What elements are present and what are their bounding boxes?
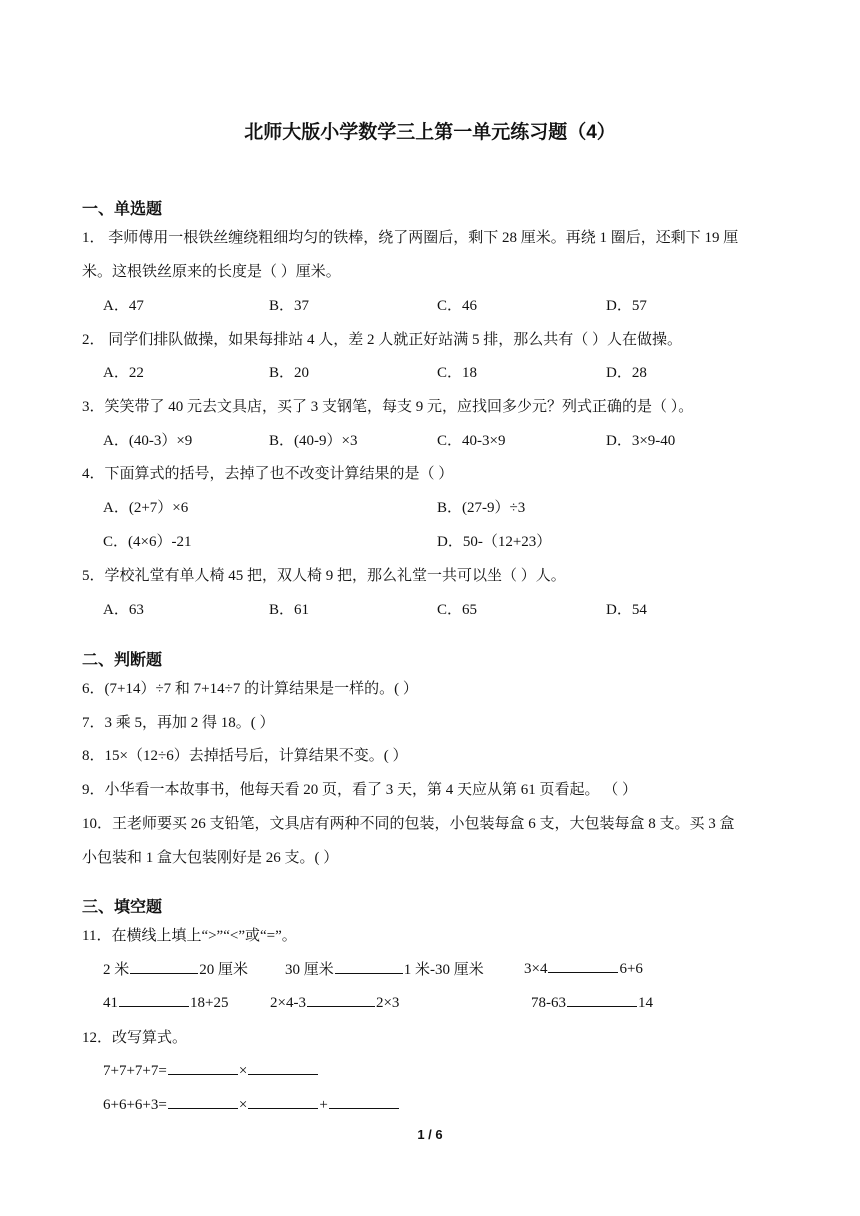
q11-item-5	[270, 992, 399, 1012]
q5-option-a: A．63	[103, 602, 144, 618]
section-heading-fill-blank: 三、填空题	[82, 899, 163, 916]
question-1-line1: 1． 李师傅用一根铁丝缠绕粗细均匀的铁棒，绕了两圈后，剩下 28 厘米。再绕 1 圈后，还剩下 19 厘	[82, 230, 739, 246]
q12-operator: +	[319, 1097, 328, 1113]
q11-right-3: 6+6	[619, 961, 643, 977]
q4-option-b: B．(27-9）÷3	[437, 500, 526, 516]
q4-option-d: D．50-（12+23）	[437, 534, 552, 550]
section-heading-true-false: 二、判断题	[82, 652, 163, 669]
q11-item-6	[531, 992, 653, 1012]
q1-option-b: B．37	[269, 298, 310, 314]
q12-operator: ×	[238, 1063, 248, 1079]
question-10-line1: 10．王老师要买 26 支铅笔，文具店有两种不同的包装，小包装每盒 6 支，大包装每盒 8 支。买 3 盒	[82, 816, 735, 832]
question-6: 6．(7+14）÷7 和 7+14÷7 的计算结果是一样的。( ）	[82, 681, 418, 697]
answer-blank[interactable]	[248, 1094, 318, 1109]
q11-left-6: 78-63	[531, 995, 566, 1011]
answer-blank[interactable]	[567, 992, 637, 1007]
q2-option-a: A．22	[103, 365, 144, 381]
q11-item-1	[103, 958, 248, 979]
page-title: 北师大版小学数学三上第一单元练习题（4）	[244, 122, 616, 143]
q11-left-4: 41	[103, 995, 118, 1011]
answer-blank[interactable]	[168, 1094, 238, 1109]
answer-blank[interactable]	[335, 959, 403, 974]
q5-option-b: B．61	[269, 602, 310, 618]
answer-blank[interactable]	[168, 1060, 238, 1075]
q11-item-3	[524, 958, 643, 978]
q12-line-2	[103, 1094, 400, 1114]
q11-right-5: 2×3	[375, 995, 400, 1011]
answer-blank[interactable]	[548, 958, 618, 973]
q3-option-b: B．(40-9）×3	[269, 433, 358, 449]
q3-option-c: C．40-3×9	[437, 433, 506, 449]
question-9: 9．小华看一本故事书，他每天看 20 页，看了 3 天，第 4 天应从第 61 页看起。 （ ）	[82, 782, 638, 798]
q12-line-1	[103, 1060, 319, 1080]
q11-item-2	[285, 958, 484, 979]
question-8: 8．15×（12÷6）去掉括号后，计算结果不变。( ）	[82, 748, 408, 764]
q3-option-a: A．(40-3）×9	[103, 433, 193, 449]
q11-left-5: 2×4-3	[270, 995, 306, 1011]
q12-operator: ×	[238, 1097, 248, 1113]
answer-blank[interactable]	[119, 992, 189, 1007]
q2-option-c: C．18	[437, 365, 478, 381]
question-10-line2: 小包装和 1 盒大包装刚好是 26 支。( ）	[82, 850, 339, 866]
answer-blank[interactable]	[248, 1060, 318, 1075]
answer-blank[interactable]	[307, 992, 375, 1007]
q12-expression-1: 7+7+7+7=	[103, 1063, 167, 1079]
q2-option-d: D．28	[606, 365, 647, 381]
answer-blank[interactable]	[329, 1094, 399, 1109]
question-5-line1: 5．学校礼堂有单人椅 45 把，双人椅 9 把，那么礼堂一共可以坐（ ）人。	[82, 568, 566, 584]
q2-option-b: B．20	[269, 365, 310, 381]
q11-left-2: 30 厘米	[285, 962, 334, 978]
question-2-line1: 2． 同学们排队做操，如果每排站 4 人，差 2 人就正好站满 5 排，那么共有（ ）人在做操。	[82, 332, 683, 348]
q11-left-3: 3×4	[524, 961, 548, 977]
answer-blank[interactable]	[130, 959, 198, 974]
q11-item-4	[103, 992, 228, 1012]
q4-option-a: A．(2+7）×6	[103, 500, 189, 516]
q3-option-d: D．3×9-40	[606, 433, 676, 449]
page-number: 1 / 6	[417, 1127, 443, 1142]
q11-right-4: 18+25	[190, 995, 229, 1011]
q1-option-d: D．57	[606, 298, 647, 314]
q11-left-1: 2 米	[103, 962, 130, 978]
section-heading-single-choice: 一、单选题	[82, 201, 163, 218]
question-12-stem: 12．改写算式。	[82, 1030, 188, 1046]
q1-option-c: C．46	[437, 298, 478, 314]
q11-right-1: 20 厘米	[199, 962, 249, 978]
question-7: 7．3 乘 5，再加 2 得 18。( ）	[82, 715, 275, 731]
q1-option-a: A．47	[103, 298, 144, 314]
question-3-line1: 3．笑笑带了 40 元去文具店，买了 3 支钢笔，每支 9 元，应找回多少元？列式正确的是（ ）。	[82, 399, 694, 415]
question-4-line1: 4．下面算式的括号，去掉了也不改变计算结果的是（ ）	[82, 466, 454, 482]
q5-option-c: C．65	[437, 602, 478, 618]
question-1-line2: 米。这根铁丝原来的长度是（ ）厘米。	[82, 264, 341, 280]
q11-right-2: 1 米-30 厘米	[403, 962, 484, 978]
q12-expression-2: 6+6+6+3=	[103, 1097, 167, 1113]
q11-right-6: 14	[638, 995, 653, 1011]
q4-option-c: C．(4×6）-21	[103, 534, 192, 550]
question-11-stem: 11．在横线上填上“>”“<”或“=”。	[82, 928, 297, 944]
q5-option-d: D．54	[606, 602, 647, 618]
